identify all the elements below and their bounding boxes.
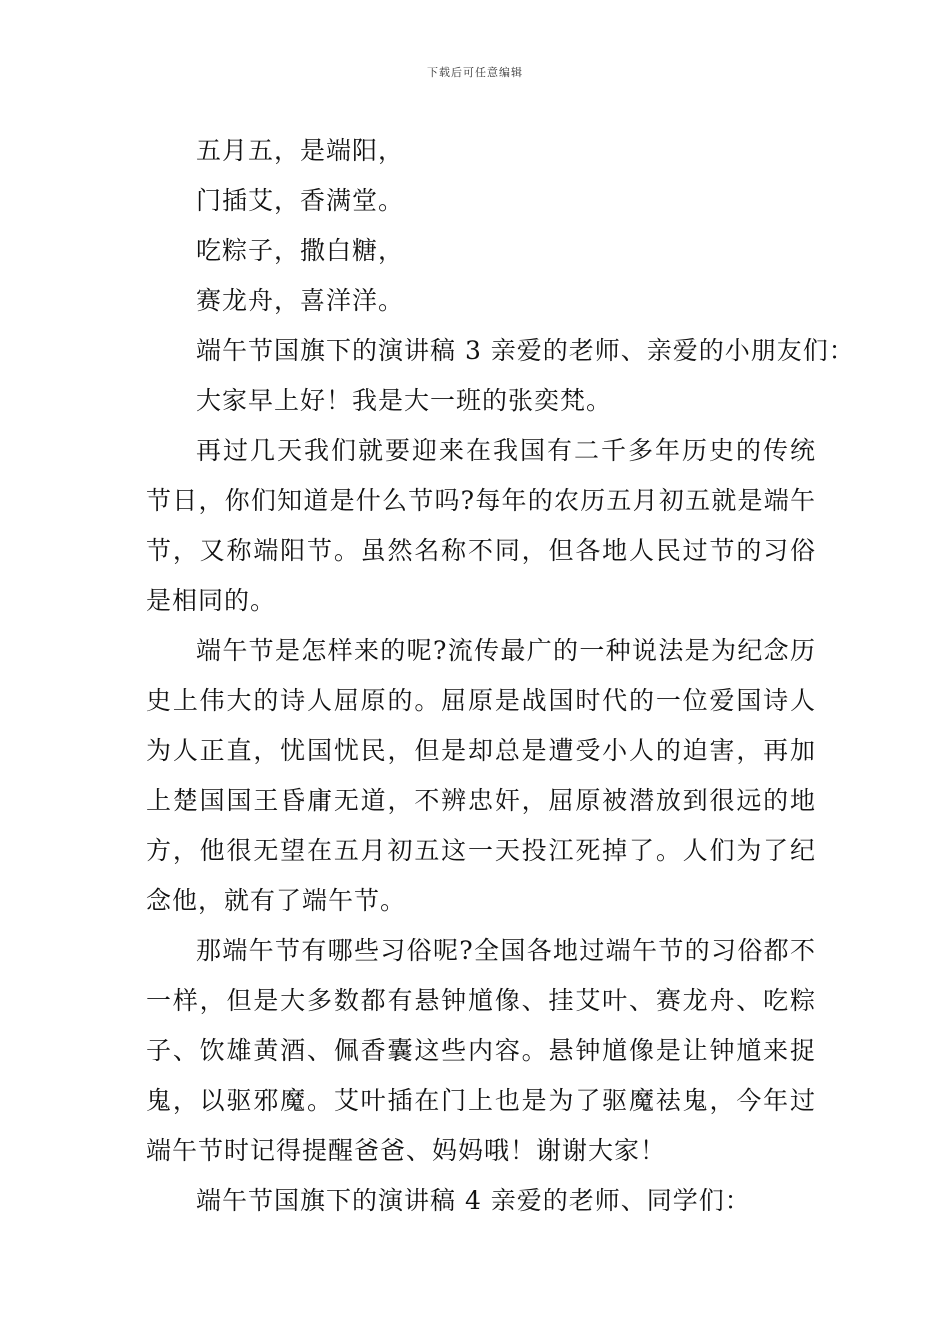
greeting-line: 大家早上好！我是大一班的张奕梵。 bbox=[196, 386, 613, 415]
paragraph-2: 端午节是怎样来的呢?流传最广的一种说法是为纪念历史上伟大的诗人屈原的。屈原是战国时代的一位爱国诗人为人正直，忧国忧民，但是却总是遭受小人的迫害，再加上楚国国王昏庸无道，不辨忠奸，屈原被潜放到很远的地方，他很无望在五月初五这一天投江死掉了。人们为了纪念他，就有了端午节。 bbox=[146, 636, 816, 915]
document-body bbox=[146, 126, 855, 1226]
paragraph-3: 那端午节有哪些习俗呢?全国各地过端午节的习俗都不一样，但是大多数都有悬钟馗像、挂艾叶、赛龙舟、吃粽子、饮雄黄酒、佩香囊这些内容。悬钟馗像是让钟馗来捉鬼，以驱邪魔。艾叶插在门上也是为了驱魔祛鬼，今年过端午节时记得提醒爸爸、妈妈哦！谢谢大家！ bbox=[146, 936, 816, 1165]
poem-line-1: 五月五，是端阳， bbox=[196, 136, 405, 165]
paragraph-1: 再过几天我们就要迎来在我国有二千多年历史的传统节日，你们知道是什么节吗?每年的农历五月初五就是端午节，又称端阳节。虽然名称不同，但各地人民过节的习俗是相同的。 bbox=[146, 436, 816, 615]
poem-line-2: 门插艾，香满堂。 bbox=[196, 186, 405, 215]
poem-line-4: 赛龙舟，喜洋洋。 bbox=[196, 286, 405, 315]
page-header: 下载后可任意编辑 bbox=[427, 66, 523, 79]
poem-line-3: 吃粽子，撒白糖， bbox=[196, 236, 405, 265]
speech-3-title: 端午节国旗下的演讲稿 3 亲爱的老师、亲爱的小朋友们： bbox=[196, 336, 855, 365]
speech-4-title: 端午节国旗下的演讲稿 4 亲爱的老师、同学们： bbox=[196, 1186, 751, 1215]
